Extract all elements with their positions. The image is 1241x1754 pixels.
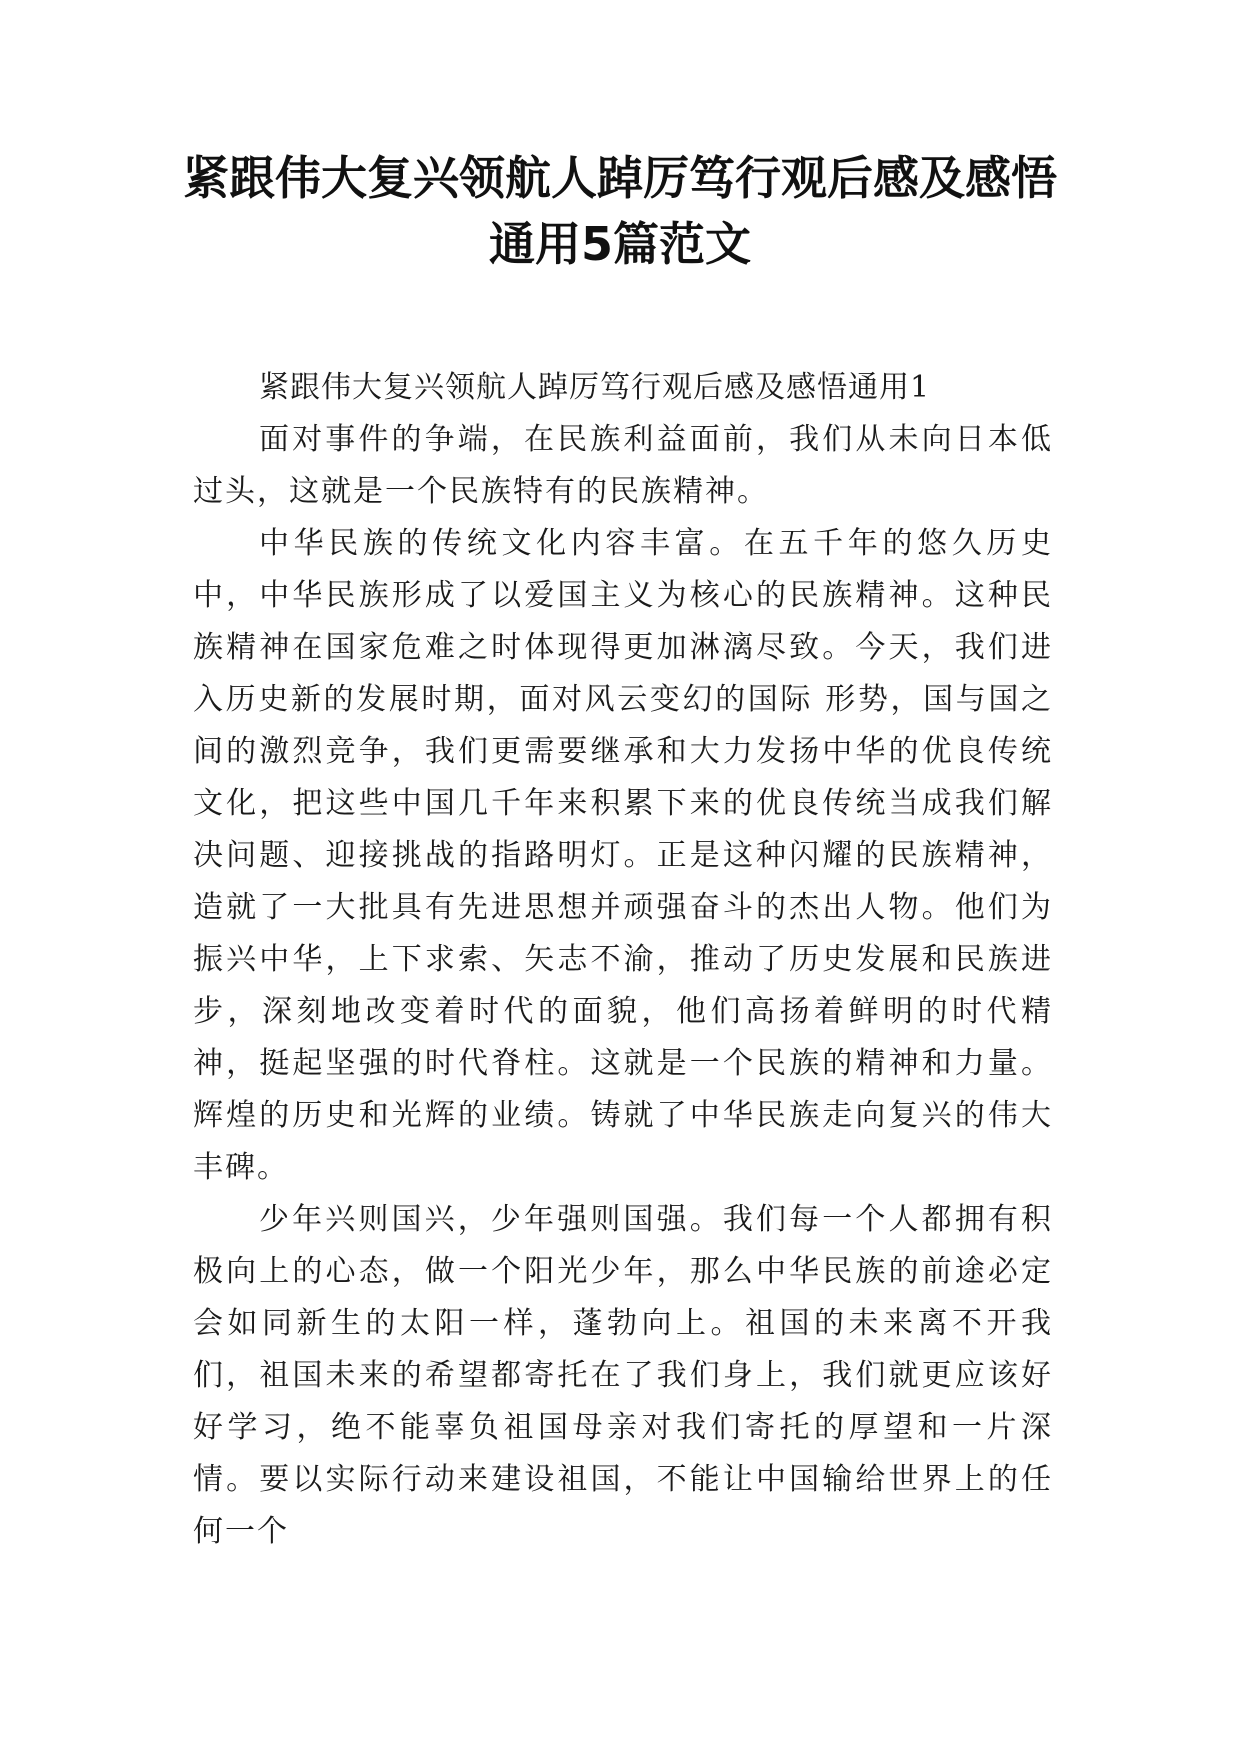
document-title: 紧跟伟大复兴领航人踔厉笃行观后感及感悟通用5篇范文 bbox=[183, 151, 1057, 271]
document-body bbox=[193, 362, 1053, 1558]
paragraph-3: 少年兴则国兴，少年强则国强。我们每一个人都拥有积极向上的心态，做一个阳光少年，那么中华民族的前途必定会如同新生的太阳一样，蓬勃向上。祖国的未来离不开我们，祖国未来的希望都寄托在了我们身上，我们就更应该好好学习，绝不能辜负祖国母亲对我们寄托的厚望和一片深情。要以实际行动来建设祖国，不能让中国输给世界上的任何一个 bbox=[193, 1202, 1053, 1549]
section-heading: 紧跟伟大复兴领航人踔厉笃行观后感及感悟通用1 bbox=[259, 370, 931, 405]
paragraph-1: 面对事件的争端，在民族利益面前，我们从未向日本低过头，这就是一个民族特有的民族精神。 bbox=[193, 422, 1053, 509]
paragraph-2: 中华民族的传统文化内容丰富。在五千年的悠久历史中，中华民族形成了以爱国主义为核心的民族精神。这种民族精神在国家危难之时体现得更加淋漓尽致。今天，我们进入历史新的发展时期，面对风云变幻的国际 形势，国与国之间的激烈竞争，我们更需要继承和大力发扬中华的优良传统文化，把这些中国几千年来积累下来的优良传统当成我们解决问题、迎接挑战的指路明灯。正是这种闪耀的民族精神，造就了一大批具有先进思想并顽强奋斗的杰出人物。他们为振兴中华，上下求索、矢志不渝，推动了历史发展和民族进步，深刻地改变着时代的面貌，他们高扬着鲜明的时代精神，挺起坚强的时代脊柱。这就是一个民族的精神和力量。辉煌的历史和光辉的业绩。铸就了中华民族走向复兴的伟大丰碑。 bbox=[193, 526, 1053, 1185]
